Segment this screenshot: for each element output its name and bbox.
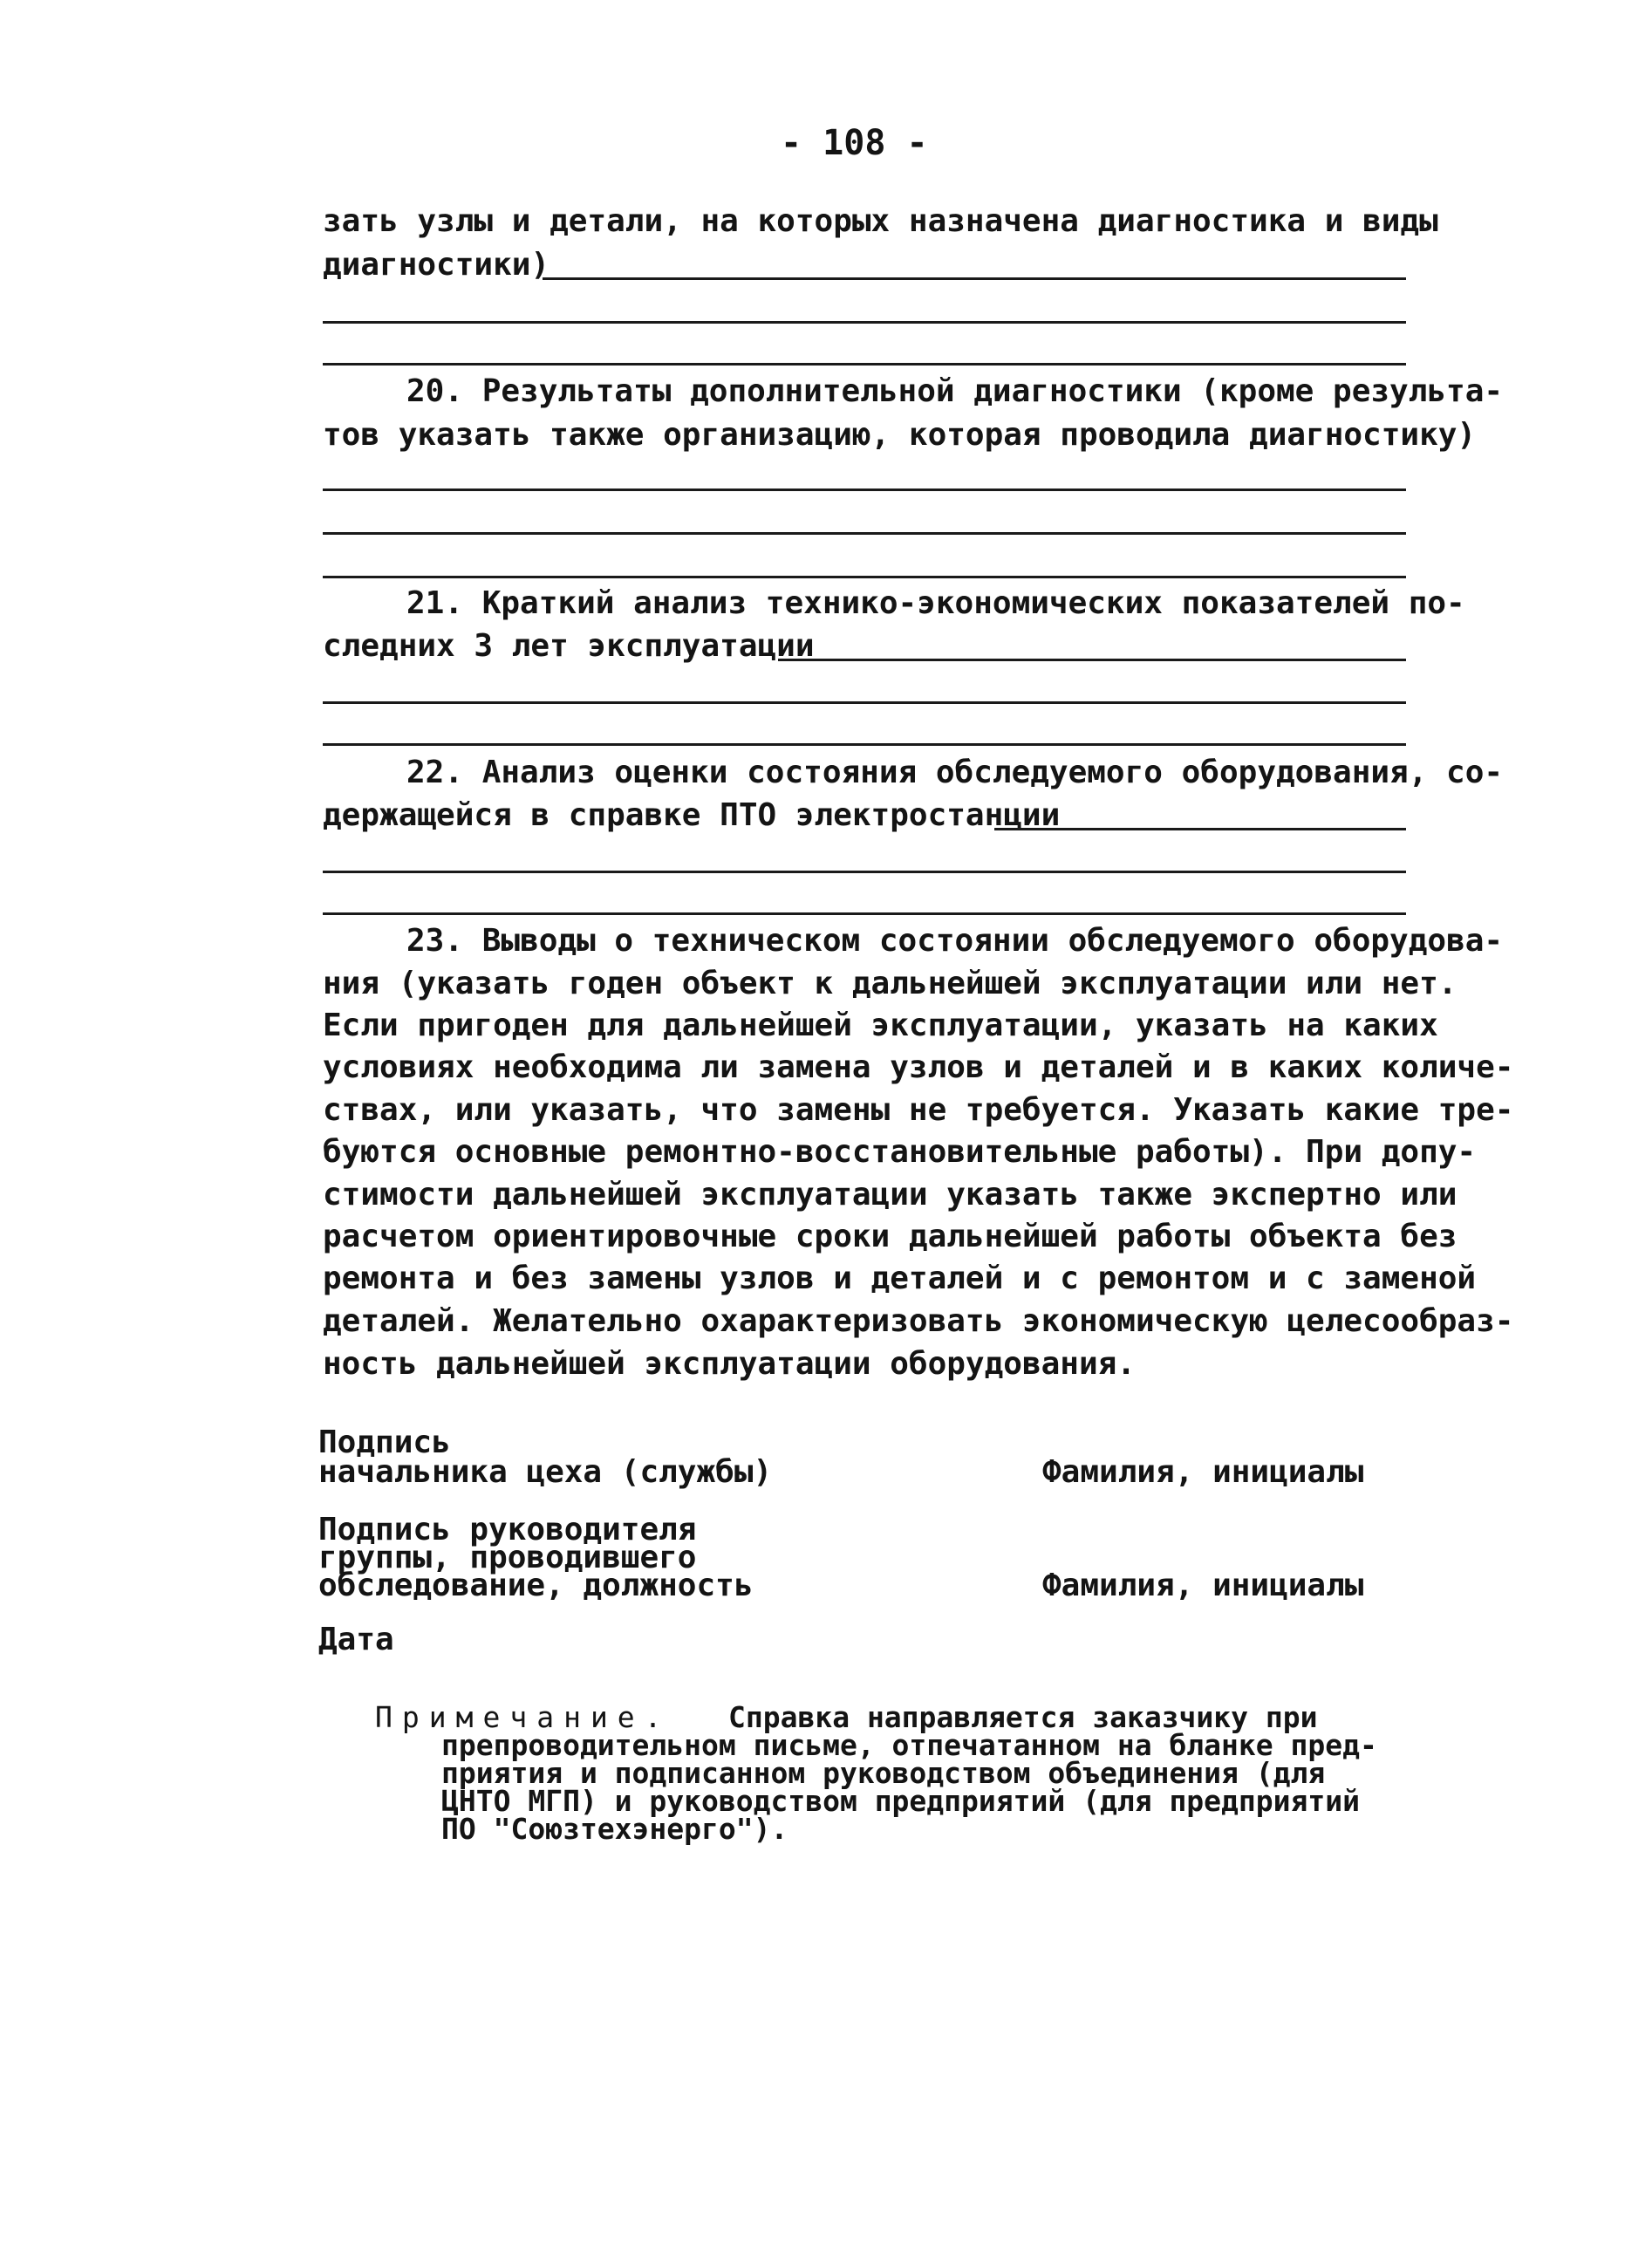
fill-line xyxy=(323,363,1406,366)
fill-line xyxy=(323,321,1406,324)
s23-line: ствах, или указать, что замены не требуется. Указать какие тре- xyxy=(323,1092,1514,1128)
s23-line: условиях необходима ли замена узлов и деталей и в каких количе- xyxy=(323,1049,1514,1085)
s23-line: Если пригоден для дальнейшей эксплуатации, указать на каких xyxy=(323,1008,1438,1043)
page-number: - 108 - xyxy=(781,123,928,163)
note-label: Примечание. xyxy=(375,1700,672,1734)
signature-shop-head-label: начальника цеха (службы) xyxy=(318,1454,773,1490)
signature-group-head-label: обследование, должность xyxy=(318,1568,754,1603)
s20-line1: 20. Результаты дополнительной диагностики (кроме результа- xyxy=(406,373,1504,409)
s20-line2: тов указать также организацию, которая проводила диагностику) xyxy=(323,417,1477,453)
s23-line: буются основные ремонтно-восстановительные работы). При допу- xyxy=(323,1134,1477,1170)
s23-line: стимости дальнейшей эксплуатации указать также экспертно или xyxy=(323,1177,1457,1213)
signature-shop-head-label: Подпись xyxy=(318,1425,451,1460)
fill-line xyxy=(994,828,1406,830)
note-text: ЦНТО МГП) и руководством предприятий (для предприятий xyxy=(441,1784,1360,1818)
s19-line2: диагностики) xyxy=(323,247,550,283)
s23-line: ремонта и без замены узлов и деталей и с ремонтом и с заменой xyxy=(323,1261,1477,1296)
name-initials-label: Фамилия, инициалы xyxy=(1042,1568,1364,1603)
s21-line2: следних 3 лет эксплуатации xyxy=(323,628,815,664)
s22-line2: держащейся в справке ПТО электростанции xyxy=(323,797,1061,833)
s21-line1: 21. Краткий анализ технико-экономических показателей по- xyxy=(406,585,1465,621)
s22-line1: 22. Анализ оценки состояния обследуемого оборудования, со- xyxy=(406,755,1504,790)
signature-group-head-label: группы, проводившего xyxy=(318,1540,697,1575)
note-text: ПО "Союзтехэнерго"). xyxy=(441,1812,788,1846)
s23-line: деталей. Желательно охарактеризовать экономическую целесообраз- xyxy=(323,1303,1514,1339)
note-text: приятия и подписанном руководством объединения (для xyxy=(441,1756,1326,1790)
s23-line: ность дальнейшей эксплуатации оборудования. xyxy=(323,1346,1136,1382)
fill-line xyxy=(323,489,1406,491)
fill-line xyxy=(323,871,1406,873)
s19-line1: зать узлы и детали, на которых назначена диагностика и виды xyxy=(323,203,1438,239)
fill-line xyxy=(323,532,1406,535)
note-text: препроводительном письме, отпечатанном на бланке пред- xyxy=(441,1728,1377,1762)
fill-line xyxy=(323,576,1406,578)
fill-line xyxy=(323,743,1406,746)
date-label: Дата xyxy=(318,1622,394,1657)
fill-line xyxy=(323,701,1406,704)
fill-line xyxy=(323,912,1406,915)
s23-line: расчетом ориентировочные сроки дальнейшей работы объекта без xyxy=(323,1219,1457,1254)
signature-group-head-label: Подпись руководителя xyxy=(318,1512,697,1548)
fill-line xyxy=(778,659,1406,661)
name-initials-label: Фамилия, инициалы xyxy=(1042,1454,1364,1490)
s23-line: 23. Выводы о техническом состоянии обследуемого оборудова- xyxy=(406,923,1504,959)
note-text: Справка направляется заказчику при xyxy=(728,1700,1318,1734)
fill-line xyxy=(543,277,1406,280)
s23-line: ния (указать годен объект к дальнейшей эксплуатации или нет. xyxy=(323,966,1457,1001)
